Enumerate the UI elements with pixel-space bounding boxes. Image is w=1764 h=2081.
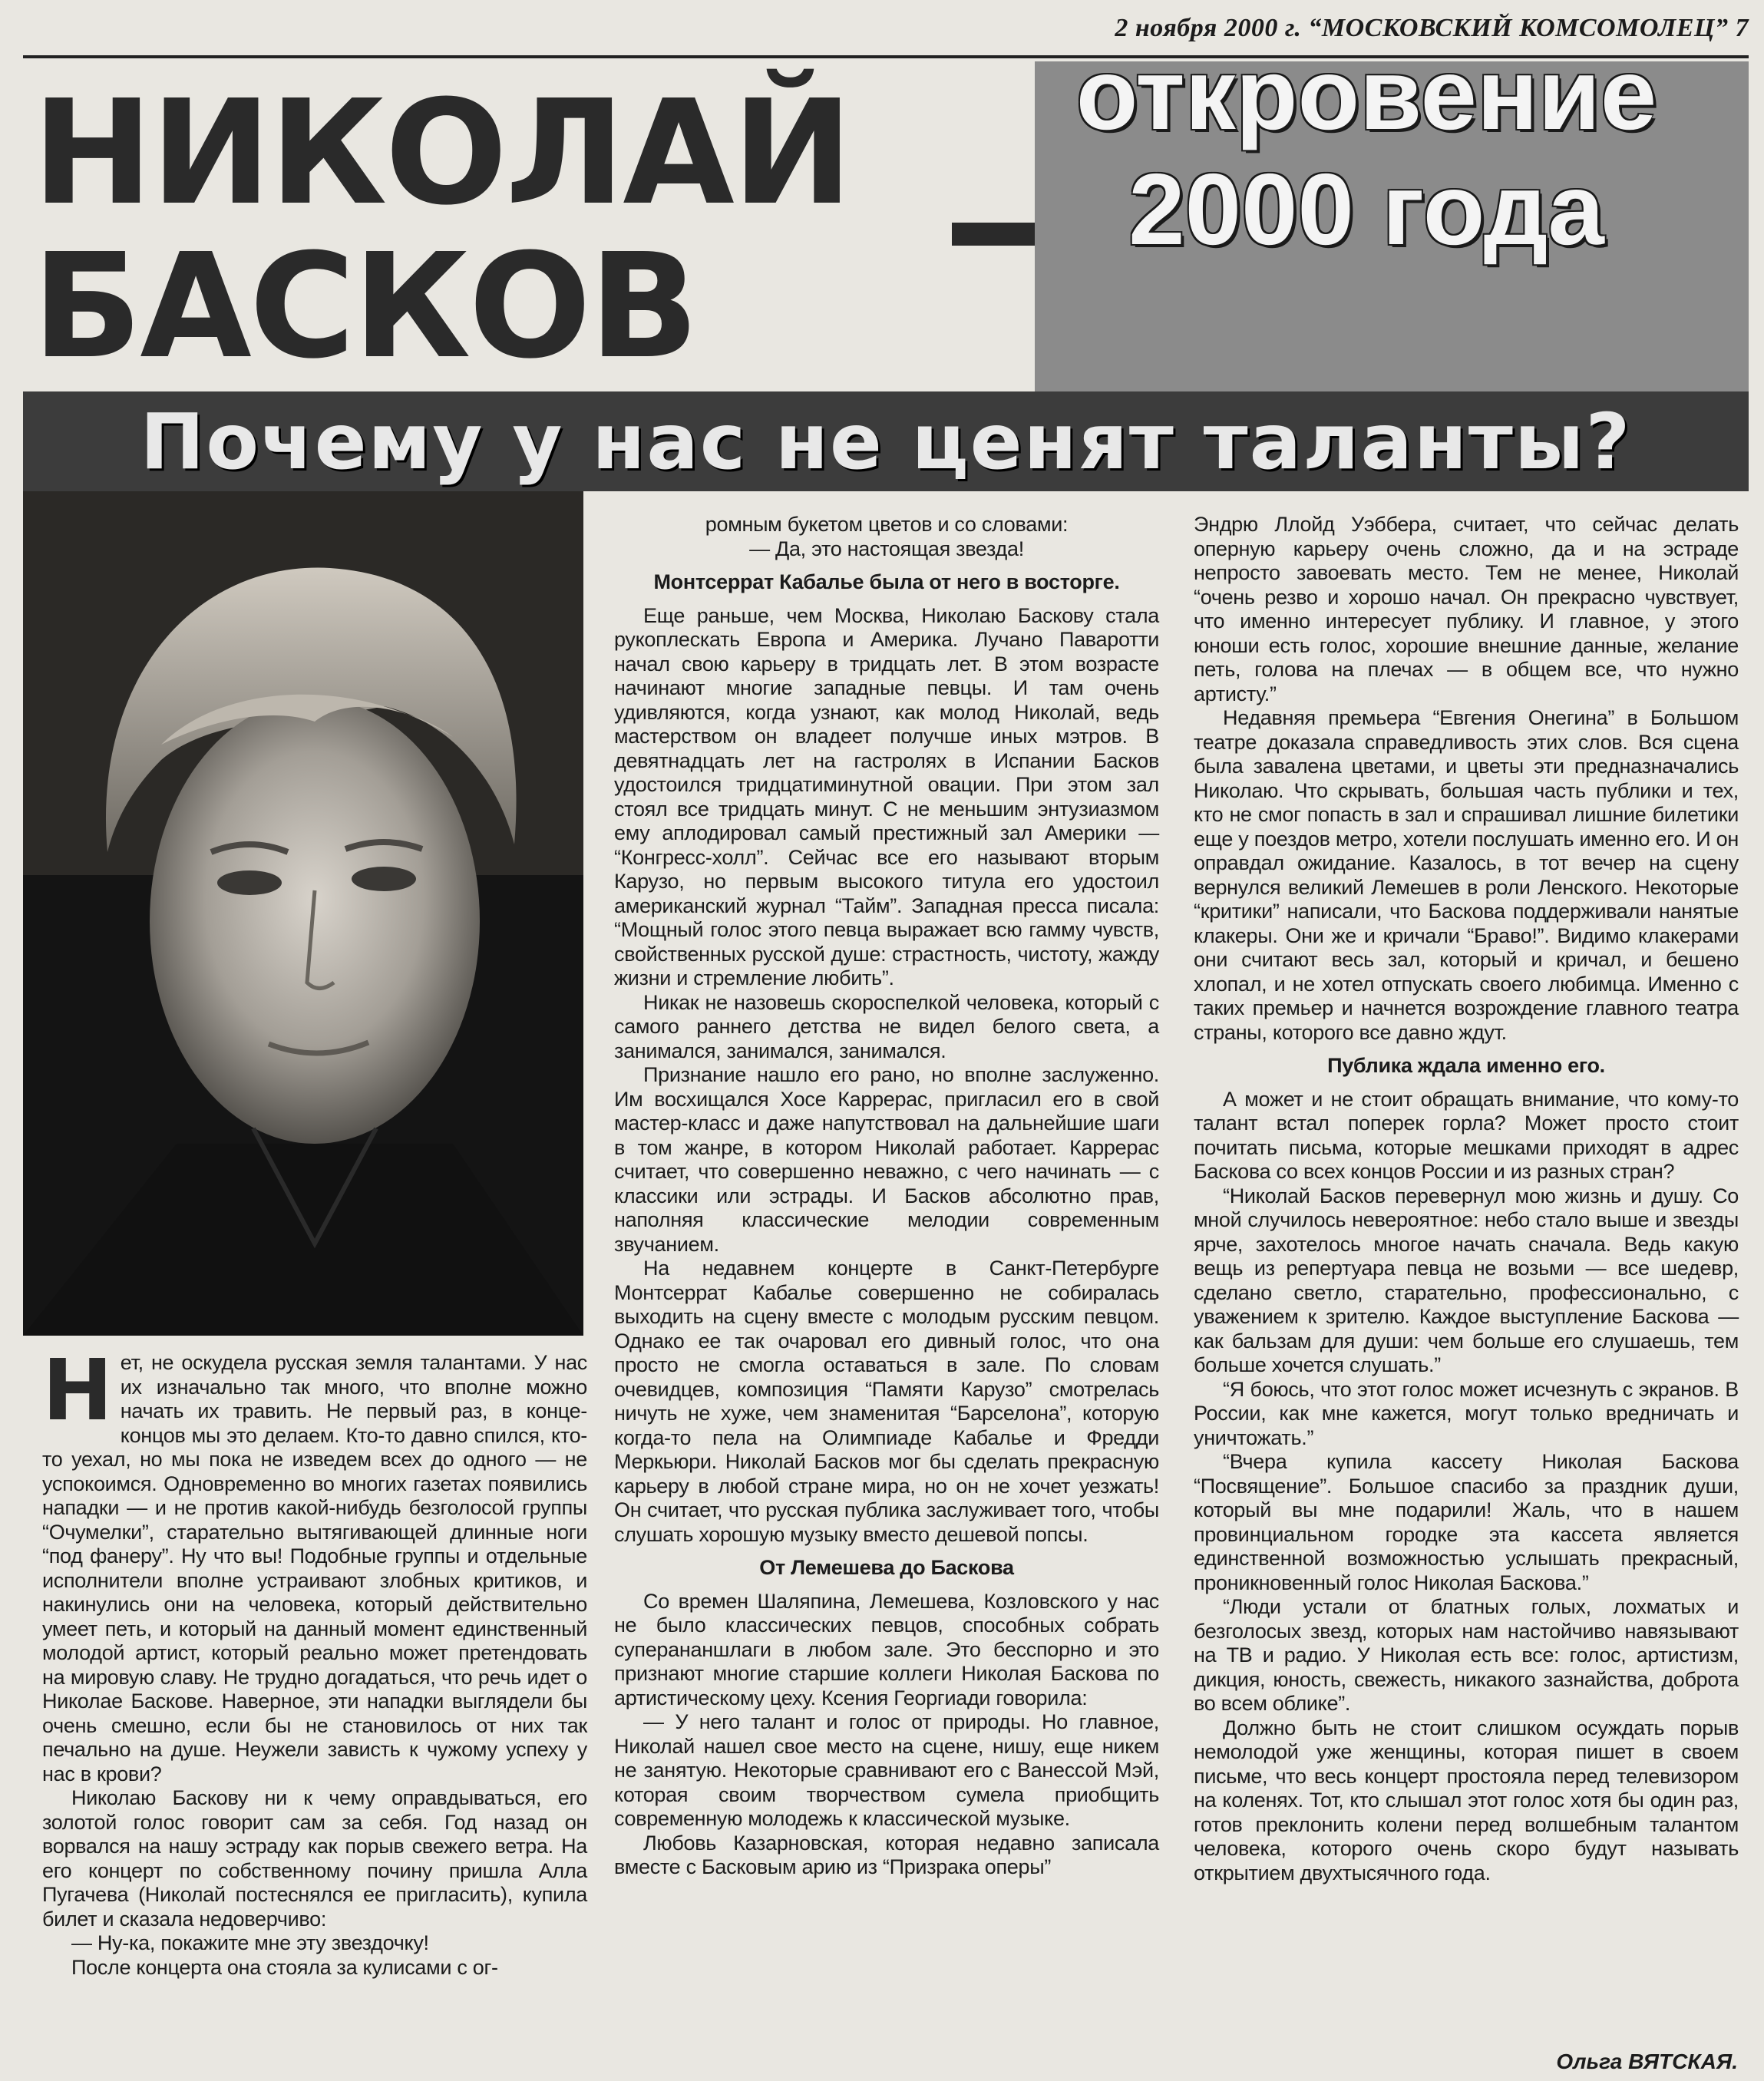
paragraph: ромным букетом цветов и со словами: — [705, 513, 1069, 536]
paragraph: На недавнем концерте в Санкт-Петербурге Монтсеррат Кабалье совершенно не собиралась выходить на сцену вместе с молодым русским певцом. Однако ее так очаровал его дивный голос, что она просто не смогла оставаться в зале. По словам очевидцев, композиция “Памяти Карузо” смотрелась ничуть не хуже, чем знаменитая “Барселона”, которую когда-то пела на Олимпиаде Кабалье и Фредди Меркьюри. Николай Басков мог бы сделать прекрасную карьеру в любой стране мира, но он не хочет уезжать! Он считает, что русская публика заслуживает того, чтобы слушать хорошую музыку вместо дешевой попсы. — [614, 1257, 1159, 1546]
revelation-line2: 2000 года — [1128, 153, 1604, 266]
letter-quote: “Люди устали от блатных голых, лохматых и безголосых звезд, которых нам настойчиво навязывают на ТВ и радио. У Николая есть все: голос, артистизм, дикция, юность, свежесть, никакого зазнайства, доброта во всем облике”. — [1194, 1595, 1739, 1715]
quote: — Ну-ка, покажите мне эту звездочку! — [71, 1931, 429, 1954]
paragraph: Недавняя премьера “Евгения Онегина” в Большом театре доказала справедливость этих слов. Вся сцена была завалена цветами, и цветы эти предназначались Николаю. Что скрывать, большая часть публики и тех, кто не смог попасть в зал и спрашивал лишние билетики еще у поездов метро, хотели послушать именно его. И он оправдал ожидание. Казалось, в тот вечер на сцену вернулся великий Лемешев в роли Ленского. Некоторые “критики” написали, что Баскова поддерживали нанятые клакеры. Они же и кричали “Браво!”. Видимо клакерами они считают весь зал, который и кричал, и бешено хлопал, и не хотел отпускать своего любимца. Именно с таких премьер и начнется возрождение главного театра страны, которого все давно ждут. — [1194, 706, 1739, 1044]
revelation-line1: откровение — [1075, 38, 1657, 150]
article-column-3 — [1194, 513, 1739, 1885]
headline-dash — [952, 223, 1036, 246]
paragraph: Никак не назовешь скороспелкой человека, который с самого раннего детства не видел белого света, а занимался, занимался, занимался. — [614, 990, 1159, 1062]
author-signature: Ольга ВЯТСКАЯ. — [1556, 2050, 1738, 2073]
banner — [23, 391, 1749, 491]
headline-revelation — [1044, 37, 1689, 267]
headline-name-line2: БАСКОВ — [32, 223, 697, 391]
portrait-photo — [23, 491, 583, 1336]
paragraph: Еще раньше, чем Москва, Николаю Баскову стала рукоплескать Европа и Америка. Лучано Паваротти начал свою карьеру в тридцать лет. В этом возрасте начинают многие западные певцы. И там очень удивляются, когда узнают, как молод Николай, ведь мастерством он владеет получше иных мэтров. В девятнадцать лет на гастролях в Испании Басков удостоился тридцатиминутной овации. При этом зал стоял все тридцать минут. С не меньшим энтузиазмом ему аплодировал самый престижный зал Америки — “Конгресс-холл”. Сейчас все его называют вторым Карузо, но первым высокого титула его удостоил американский журнал “Тайм”. Западная пресса писала: “Мощный голос этого певца выражает всю гамму чувств, свойственных русской душе: страстность, чистоту, жажду жизни и стремление любить”. — [614, 603, 1159, 989]
letter-quote: “Вчера купила кассету Николая Баскова “Посвящение”. Большое спасибо за праздник души, который вы мне подарили! Жаль, что в нашем провинциальном городке эта кассета является единственной возможностью услышать прекрасный, проникновенный голос Николая Баскова.” — [1194, 1450, 1739, 1594]
paragraph: Со времен Шаляпина, Лемешева, Козловского у нас не было классических певцов, способных собрать суперананшлаги в любом зале. Это бесспорно и это признают многие старшие коллеги Николая Баскова по артистическому цеху. Ксения Георгиади говорила: — [614, 1589, 1159, 1709]
subheading: От Лемешева до Баскова — [759, 1556, 1014, 1579]
paragraph: Любовь Казарновская, которая недавно записала вместе с Басковым арию из “Призрака оперы” — [614, 1831, 1159, 1878]
paragraph: После концерта она стояла за кулисами с ог- — [71, 1955, 498, 1979]
letter-quote: “Я боюсь, что этот голос может исчезнуть с экранов. В России, как мне кажется, могут только вредничать и уничтожать.” — [1194, 1377, 1739, 1449]
paragraph: Эндрю Ллойд Уэббера, считает, что сейчас делать оперную карьеру очень сложно, да и на эстраде непросто завоевать место. Тем не менее, Николай “очень резво и хорошо начал. Он прекрасно чувствует, что именно интересует публику. И главное, у этого юноши есть голос, хорошие внешние данные, желание петь, голова на плечах — в общем все, что нужно артисту.” — [1194, 513, 1739, 705]
quote: — У него талант и голос от природы. Но главное, Николай нашел свое место на сцене, нишу, еще никем не занятую. Некоторые сравнивают его с Ванессой Мэй, которая своим творчеством сумела приобщить современную молодежь к классической музыке. — [614, 1710, 1159, 1830]
drop-cap: Н — [42, 1341, 113, 1439]
paragraph: А может и не стоит обращать внимание, что кому-то талант встал поперек горла? Может просто стоит почитать письма, которые мешками приходят в адрес Баскова со всех концов России и из разных стран? — [1194, 1087, 1739, 1183]
portrait-illustration — [23, 491, 583, 1336]
paragraph: ет, не оскудела русская земля талантами. У нас их изначально так много, что вполне можно начать их травить. Не первый раз, в конце-концов мы это делаем. Кто-то давно спился, кто-то уехал, но мы пока не изведем всех до одного — не успокоимся. Одновременно во многих газетах появились нападки — и не против какой-нибудь безголосой группы “Очумелки”, старательно вытягивающей длинные ноги “под фанеру”. Ну что вы! Подобные группы и отдельные исполнители вполне устраивают злобных критиков, и накинулись они на человека, который действительно умеет петь, и который на данный момент единственный молодой артист, который реально может претендовать на мировую славу. Не трудно догадаться, что речь идет о Николае Баскове. Наверное, эти нападки выглядели бы очень смешно, если бы не становилось от них так печально на душе. Неужели зависть к чужому успеху у нас в крови? — [42, 1351, 587, 1785]
headline-name-line1: НИКОЛАЙ — [32, 69, 851, 237]
article-column-2 — [614, 513, 1159, 1880]
paragraph: Признание нашло его рано, но вполне заслуженно. Им восхищался Хосе Каррерас, пригласил его в свой мастер-класс и даже напутствовал на дальнейшие шаги в том жанре, в котором Николай работает. Каррерас считает, что совершенно неважно, с чего начинать — с классики или эстрады. И Басков абсолютно прав, наполняя классические мелодии современным звучанием. — [614, 1063, 1159, 1256]
letter-quote: “Николай Басков перевернул мою жизнь и душу. Со мной случилось невероятное: небо стало выше и звезды ярче, захотелось многое начать сначала. Ведь какую вещь из репертуара певца не возьми — все шедевр, сделано светло, старательно, профессионально, с уважением к зрителю. Каждое выступление Баскова — как бальзам для души: чем больше его слушаешь, тем больше хочется слушать.” — [1194, 1184, 1739, 1376]
headline-name — [32, 69, 851, 391]
banner-subtitle: Почему у нас не ценят таланты? — [140, 397, 1632, 487]
subheading: Монтсеррат Кабалье была от него в восторге. — [653, 570, 1120, 593]
quote: — Да, это настоящая звезда! — [749, 537, 1024, 560]
dateline: 2 ноября 2000 г. “МОСКОВСКИЙ КОМСОМОЛЕЦ” 7 — [1115, 14, 1749, 42]
paragraph: Должно быть не стоит слишком осуждать порыв немолодой уже женщины, которая пишет в своем письме, что весь концерт простояла перед телевизором на коленях. Тот, кто слышал этот голос хотя бы один раз, готов преклонить колени перед волшебным талантом человека, которого очень скоро будут называть открытием двухтысячного года. — [1194, 1716, 1739, 1884]
subheading: Публика ждала именно его. — [1327, 1054, 1605, 1077]
article-column-1 — [42, 1341, 587, 1980]
paragraph: Николаю Баскову ни к чему оправдываться, его золотой голос говорит сам за себя. Год назад он ворвался на нашу эстраду как порыв свежего ветра. На его концерт по собственному почину пришла Алла Пугачева (Николай постеснялся ее пригласить), купила билет и сказала недоверчиво: — [42, 1786, 587, 1931]
